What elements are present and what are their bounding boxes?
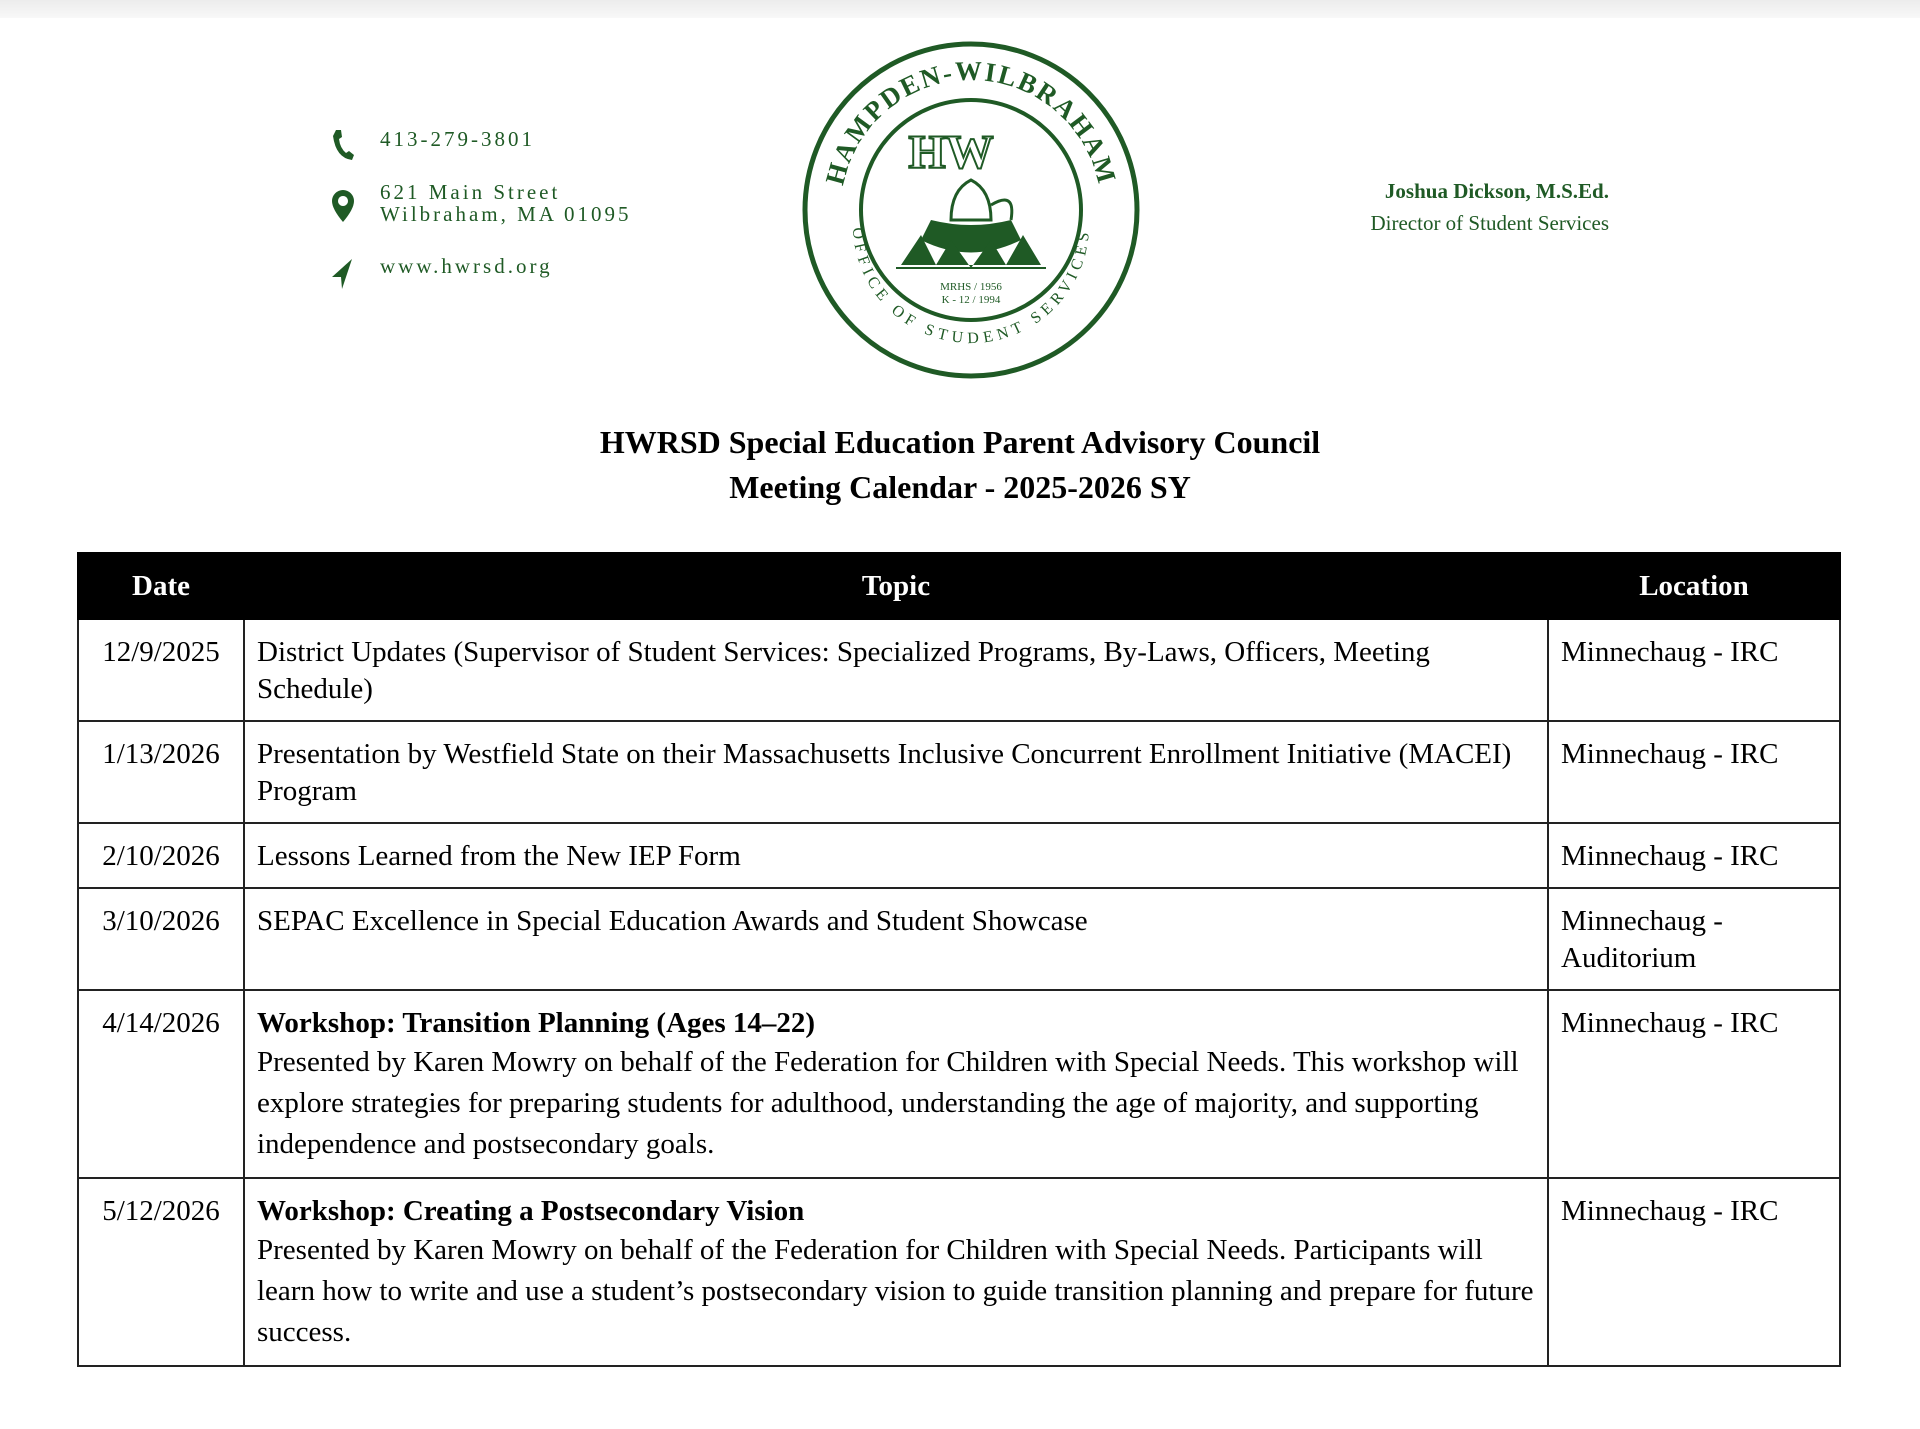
meeting-date: 2/10/2026 <box>78 823 244 888</box>
table-row <box>78 888 1840 990</box>
meeting-topic <box>244 888 1548 990</box>
logo-bottom-text: OFFICE OF STUDENT SERVICES <box>848 226 1094 348</box>
top-bar <box>0 0 1920 18</box>
header-location: Location <box>1548 553 1840 619</box>
cursor-arrow-icon <box>330 257 356 291</box>
meeting-location: Minnechaug - IRC <box>1548 990 1840 1178</box>
logo-monogram: HW <box>908 126 994 179</box>
workshop-title: Workshop: Transition Planning (Ages 14–22) <box>257 1007 816 1039</box>
district-seal-logo <box>801 40 1141 380</box>
meeting-date: 12/9/2025 <box>78 619 244 721</box>
director-name: Joshua Dickson, M.S.Ed. <box>1384 179 1609 203</box>
meeting-topic <box>244 990 1548 1178</box>
meeting-location: Minnechaug - IRC <box>1548 619 1840 721</box>
table-row <box>78 721 1840 823</box>
topic-text: Presentation by Westfield State on their Massachusetts Inclusive Concurrent Enrollment Initiative (MACEI) Program <box>257 738 1512 807</box>
table-row <box>78 1178 1840 1366</box>
website-link[interactable]: www.hwrsd.org <box>380 254 553 278</box>
address-line1: 621 Main Street <box>380 180 561 204</box>
table-row <box>78 619 1840 721</box>
logo-year-1: MRHS / 1956 <box>940 281 1002 293</box>
meeting-date: 5/12/2026 <box>78 1178 244 1366</box>
meeting-date: 1/13/2026 <box>78 721 244 823</box>
table-row <box>78 823 1840 888</box>
topic-text: District Updates (Supervisor of Student Services: Specialized Programs, By-Laws, Officers, Meeting Schedule) <box>257 636 1430 705</box>
location-pin-icon <box>330 189 356 223</box>
meeting-location: Minnechaug - IRC <box>1548 1178 1840 1366</box>
address-line2: Wilbraham, MA 01095 <box>380 202 632 226</box>
meeting-topic <box>244 1178 1548 1366</box>
meeting-date: 4/14/2026 <box>78 990 244 1178</box>
title-line-1: HWRSD Special Education Parent Advisory Council <box>599 424 1321 460</box>
phone-icon <box>330 128 356 162</box>
document-title <box>0 420 1920 510</box>
topic-text: Presented by Karen Mowry on behalf of the Federation for Children with Special Needs. This workshop will explore strategies for preparing students for adulthood, understanding the age of majority, and supporting independence and postsecondary goals. <box>257 1046 1519 1160</box>
table-header-row <box>78 553 1840 619</box>
topic-text: SEPAC Excellence in Special Education Awards and Student Showcase <box>257 905 1088 937</box>
meeting-location: Minnechaug - Auditorium <box>1548 888 1840 990</box>
meeting-topic <box>244 823 1548 888</box>
topic-text: Lessons Learned from the New IEP Form <box>257 840 741 872</box>
meeting-location: Minnechaug - IRC <box>1548 823 1840 888</box>
title-line-2: Meeting Calendar - 2025-2026 SY <box>729 469 1191 505</box>
phone-number: 413-279-3801 <box>380 127 535 151</box>
meeting-calendar-table <box>77 552 1841 1367</box>
director-title: Director of Student Services <box>1370 211 1609 235</box>
logo-year-2: K - 12 / 1994 <box>941 294 1001 306</box>
header-topic: Topic <box>244 553 1548 619</box>
header-date: Date <box>78 553 244 619</box>
logo-top-text: HAMPDEN-WILBRAHAM <box>819 55 1123 189</box>
workshop-title: Workshop: Creating a Postsecondary Vision <box>257 1195 805 1227</box>
meeting-topic <box>244 721 1548 823</box>
topic-text: Presented by Karen Mowry on behalf of the Federation for Children with Special Needs. Participants will learn how to write and use a student’s postsecondary vision to guide transition planning and prepare for future success. <box>257 1234 1534 1348</box>
meeting-date: 3/10/2026 <box>78 888 244 990</box>
meeting-topic <box>244 619 1548 721</box>
table-row <box>78 990 1840 1178</box>
director-block <box>1370 175 1609 239</box>
meeting-location: Minnechaug - IRC <box>1548 721 1840 823</box>
